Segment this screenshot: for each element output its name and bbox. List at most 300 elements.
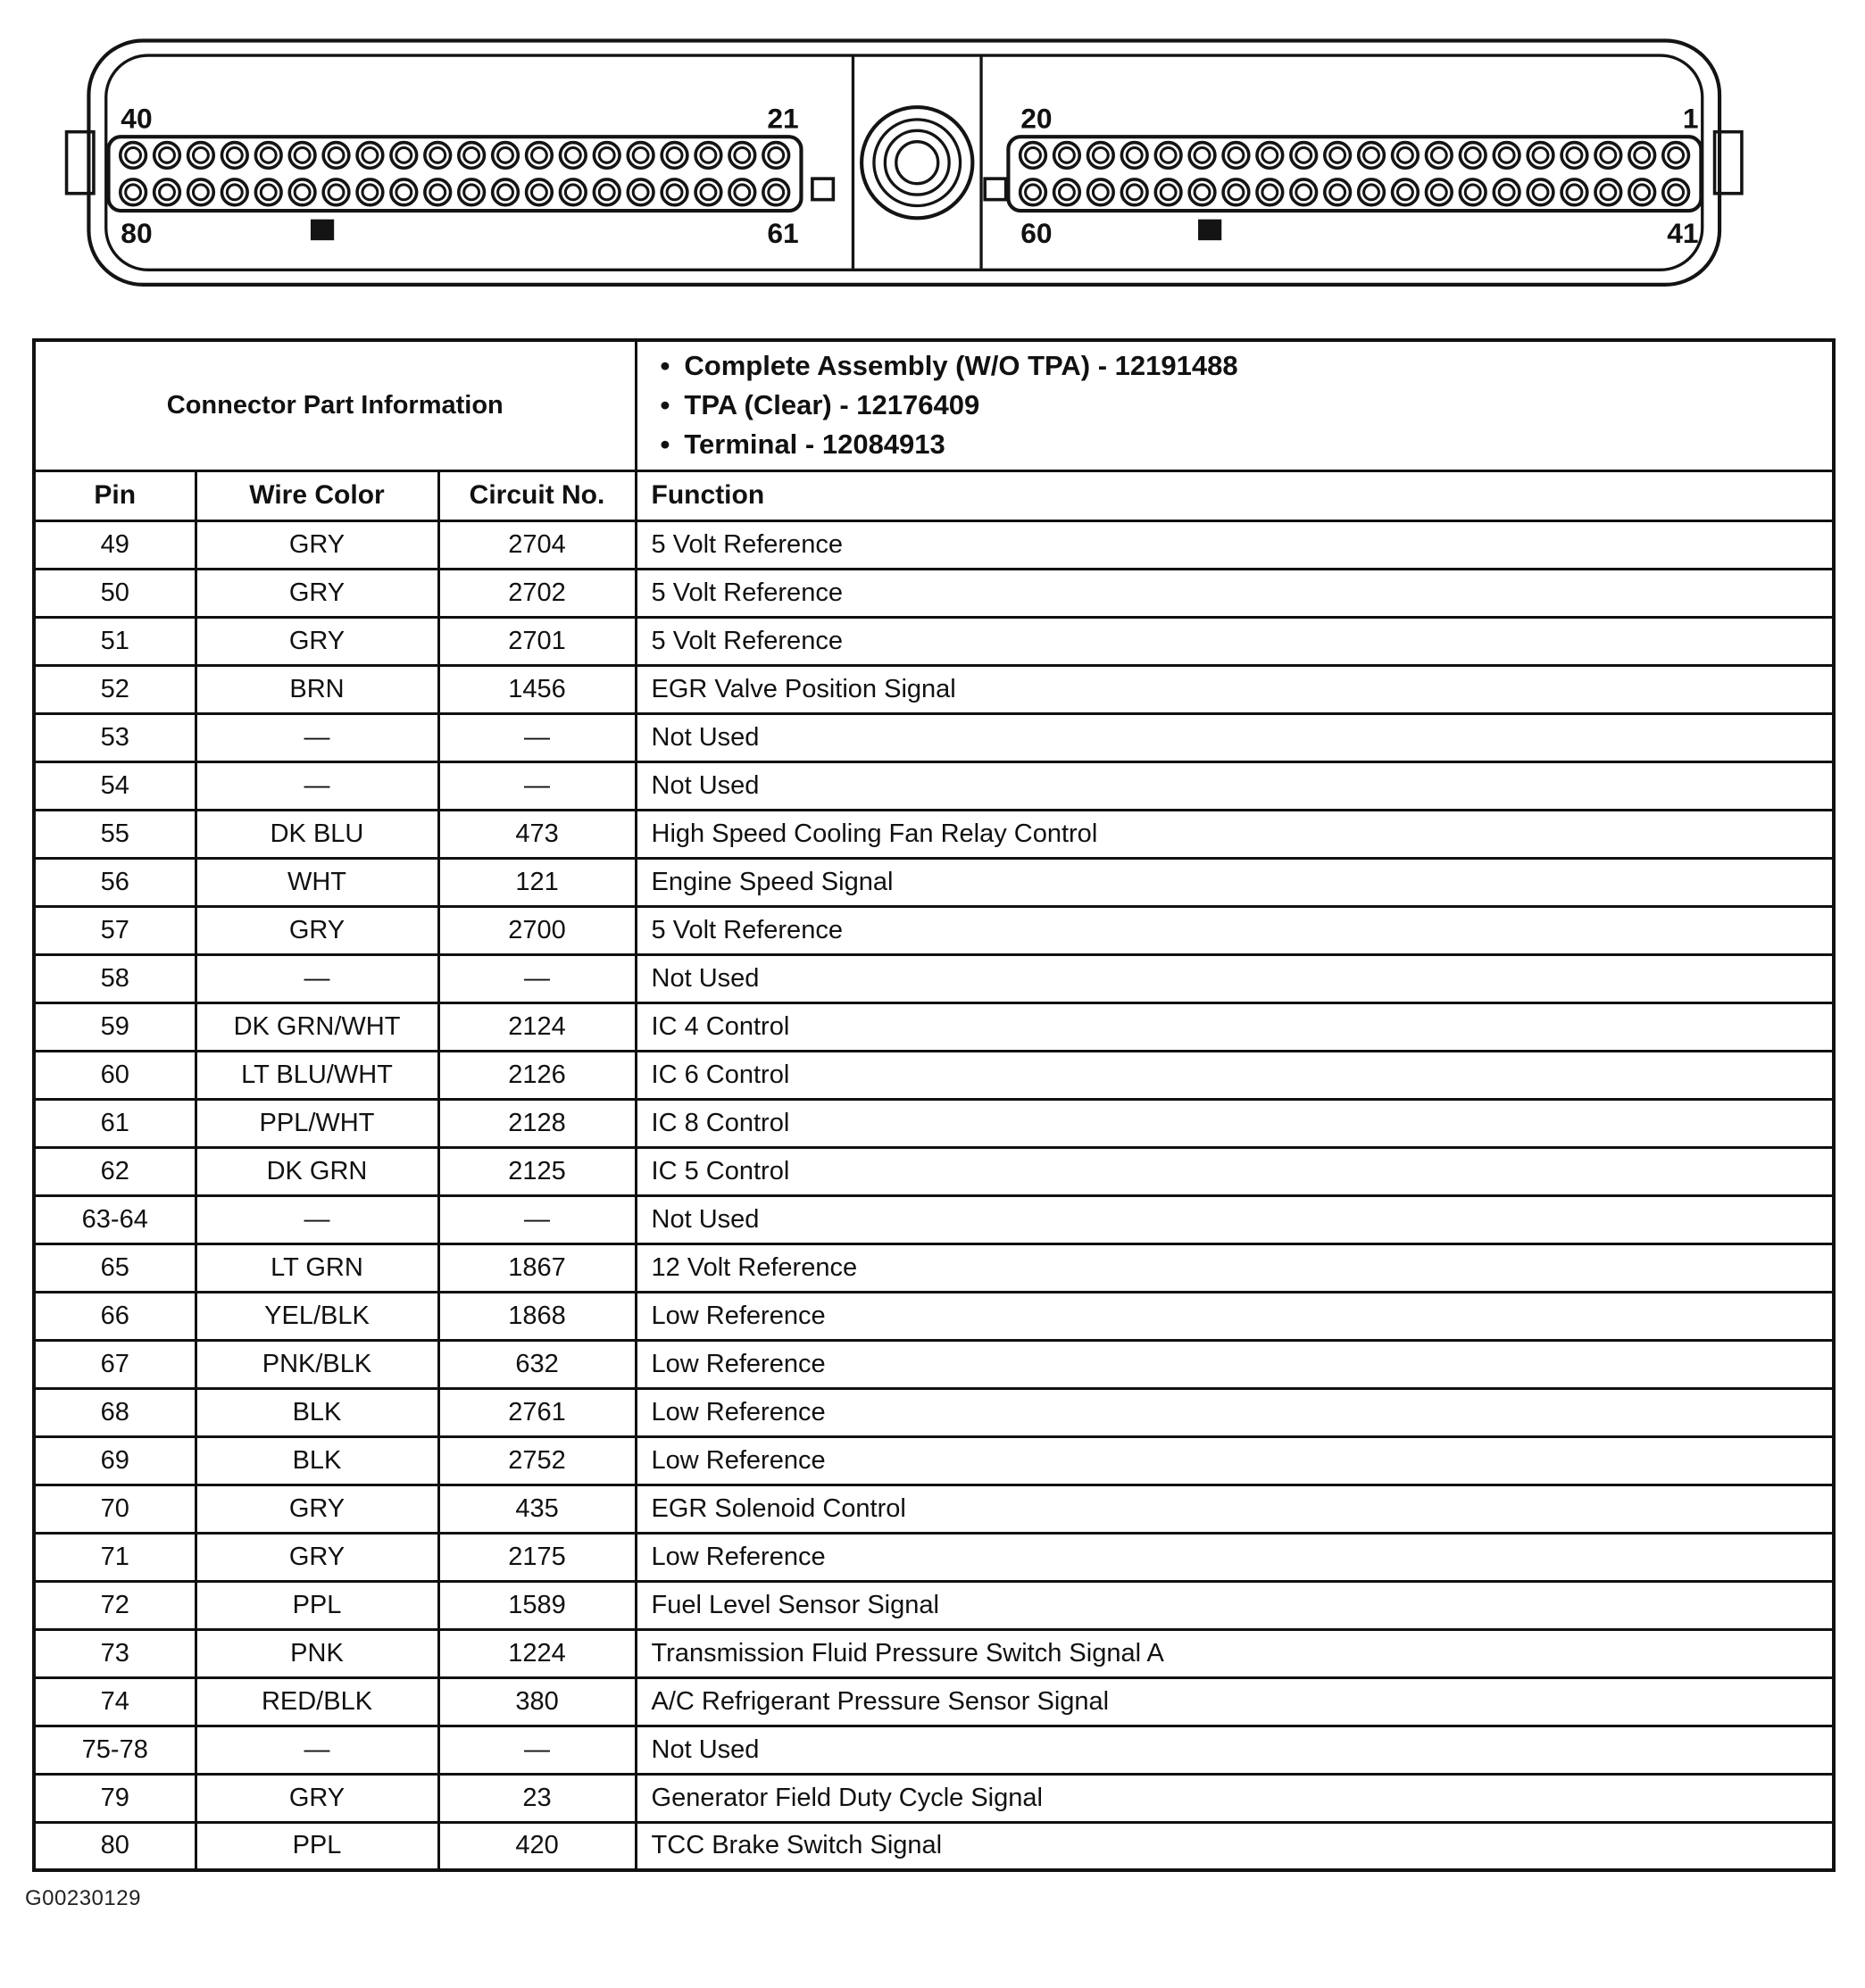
pin-socket [1330,185,1345,200]
pin-socket [1228,185,1244,200]
pin-socket [1093,185,1108,200]
table-row [34,1340,1834,1388]
pin-cell: 69 [34,1436,196,1485]
table-row [34,617,1834,665]
table-row [34,858,1834,906]
pin-socket [295,185,310,200]
pin-socket [1595,179,1621,205]
pin-socket [1161,185,1176,200]
pinout-table [32,338,1836,1872]
column-header-pin: Pin [34,470,196,520]
circuit-no-cell: 2700 [438,906,636,954]
pin-cell: 75-78 [34,1726,196,1774]
function-cell: TCC Brake Switch Signal [636,1822,1834,1870]
pin-socket [667,147,682,162]
pin-socket [221,179,247,205]
pin-socket [1601,185,1616,200]
pin-number-label-1: 1 [1682,102,1699,135]
wire-color-cell: DK BLU [196,810,438,858]
table-row [34,906,1834,954]
pin-socket [362,147,378,162]
pin-socket [1060,185,1075,200]
left-latch-square [812,179,833,199]
pin-socket [1054,143,1080,169]
circuit-no-cell: 1868 [438,1292,636,1340]
pin-socket [289,143,315,169]
function-cell: Not Used [636,1726,1834,1774]
table-row [34,1822,1834,1870]
pin-socket [160,147,175,162]
pin-socket [1460,179,1486,205]
table-row [34,761,1834,810]
wire-color-cell: PPL/WHT [196,1099,438,1147]
wire-color-cell: GRY [196,617,438,665]
pin-cell: 70 [34,1485,196,1533]
pin-socket [193,185,208,200]
pin-socket [701,147,716,162]
pin-socket [527,179,553,205]
wire-color-cell: DK GRN/WHT [196,1002,438,1051]
circuit-no-cell: — [438,761,636,810]
wire-color-cell: PPL [196,1822,438,1870]
pin-socket [1127,185,1142,200]
pin-socket [425,143,451,169]
pin-socket [662,179,687,205]
pin-socket [560,179,586,205]
circuit-no-cell: 2702 [438,569,636,617]
wire-color-cell: GRY [196,520,438,569]
function-cell: 5 Volt Reference [636,520,1834,569]
pin-socket [154,179,180,205]
function-cell: IC 5 Control [636,1147,1834,1195]
left-keying-mark [311,220,334,240]
function-cell: Low Reference [636,1533,1834,1581]
table-row [34,1099,1834,1147]
pin-socket [1291,143,1317,169]
table-row [34,520,1834,569]
wire-color-cell: PNK/BLK [196,1340,438,1388]
pin-socket [1629,179,1655,205]
pin-socket [1499,147,1514,162]
pin-socket [1087,143,1113,169]
pin-socket [1060,147,1075,162]
table-row [34,665,1834,713]
pin-socket [1426,179,1452,205]
pin-socket [1398,185,1413,200]
pin-socket [565,147,580,162]
pin-socket [1364,185,1379,200]
left-bank-pins [121,143,789,205]
table-row [34,1244,1834,1292]
table-row [34,1292,1834,1340]
table-row [34,1051,1834,1099]
table-row [34,1629,1834,1677]
pin-number-label-60: 60 [1020,216,1053,249]
function-cell: A/C Refrigerant Pressure Sensor Signal [636,1677,1834,1726]
pin-socket [255,143,281,169]
pin-socket [1635,185,1650,200]
function-cell: Low Reference [636,1292,1834,1340]
pin-socket [430,147,445,162]
circuit-no-cell: 23 [438,1774,636,1822]
circuit-no-cell: 2761 [438,1388,636,1436]
pin-socket [628,143,654,169]
pin-cell: 79 [34,1774,196,1822]
circuit-no-cell: — [438,713,636,761]
circuit-no-cell: 380 [438,1677,636,1726]
pin-cell: 65 [34,1244,196,1292]
pin-socket [769,147,784,162]
function-cell: Not Used [636,713,1834,761]
pin-socket [391,143,417,169]
pin-socket [729,143,755,169]
pin-socket [1567,147,1582,162]
pin-socket [221,143,247,169]
part-info-title: Connector Part Information [34,340,636,470]
function-cell: Low Reference [636,1340,1834,1388]
pin-socket [1460,143,1486,169]
wire-color-cell: PNK [196,1629,438,1677]
wire-color-cell: GRY [196,1485,438,1533]
circuit-no-cell: 2125 [438,1147,636,1195]
circuit-no-cell: 1456 [438,665,636,713]
pin-socket [464,147,479,162]
pin-socket [1595,143,1621,169]
pin-socket [1121,143,1147,169]
pin-socket [1629,143,1655,169]
pin-socket [498,185,513,200]
table-row [34,569,1834,617]
wire-color-cell: LT BLU/WHT [196,1051,438,1099]
table-row [34,1726,1834,1774]
pin-cell: 73 [34,1629,196,1677]
pin-socket [1121,179,1147,205]
pin-cell: 72 [34,1581,196,1629]
pin-socket [1296,147,1311,162]
function-cell: 5 Volt Reference [636,906,1834,954]
pin-socket [1189,179,1215,205]
pin-socket [594,179,620,205]
pin-cell: 74 [34,1677,196,1726]
pin-socket [255,179,281,205]
pin-socket [261,147,276,162]
circuit-no-cell: 2175 [438,1533,636,1581]
pin-socket [289,179,315,205]
function-cell: Generator Field Duty Cycle Signal [636,1774,1834,1822]
pin-socket [329,185,344,200]
pin-socket [188,179,214,205]
pin-socket [560,143,586,169]
wire-color-cell: WHT [196,858,438,906]
pin-socket [459,143,485,169]
function-cell: Not Used [636,954,1834,1002]
pin-socket [1161,147,1176,162]
pin-socket [1426,143,1452,169]
table-row [34,1436,1834,1485]
function-cell: Transmission Fluid Pressure Switch Signal A [636,1629,1834,1677]
pin-socket [160,185,175,200]
right-bank-pins [1020,143,1689,205]
circuit-no-cell: 632 [438,1340,636,1388]
function-cell: Engine Speed Signal [636,858,1834,906]
figure-id: G00230129 [25,1886,141,1910]
pin-socket [1330,147,1345,162]
pin-socket [323,143,349,169]
wire-color-cell: GRY [196,906,438,954]
pin-socket [396,147,412,162]
pin-socket [1262,185,1278,200]
pin-socket [357,143,383,169]
pin-socket [493,143,519,169]
pin-socket [391,179,417,205]
pin-socket [1054,179,1080,205]
pin-socket [498,147,513,162]
wire-color-cell: PPL [196,1581,438,1629]
circuit-no-cell: 420 [438,1822,636,1870]
pin-cell: 51 [34,617,196,665]
pin-socket [1020,143,1046,169]
pin-socket [527,143,553,169]
wire-color-cell: LT GRN [196,1244,438,1292]
pin-socket [662,143,687,169]
pin-socket [154,143,180,169]
pin-socket [594,143,620,169]
pin-socket [1195,185,1210,200]
pin-socket [565,185,580,200]
column-header-function: Function [636,470,1834,520]
pin-socket [1669,185,1684,200]
pin-socket [459,179,485,205]
wire-color-cell: — [196,1726,438,1774]
pin-socket [1359,179,1385,205]
column-header-row [34,470,1834,520]
pin-socket [599,147,614,162]
function-cell: IC 6 Control [636,1051,1834,1099]
pin-number-label-80: 80 [121,216,153,249]
circuit-no-cell: 121 [438,858,636,906]
pin-socket [1663,143,1689,169]
function-cell: 5 Volt Reference [636,569,1834,617]
pin-socket [729,179,755,205]
pin-cell: 80 [34,1822,196,1870]
wire-color-cell: — [196,954,438,1002]
pin-socket [1533,147,1548,162]
pin-socket [188,143,214,169]
pin-cell: 60 [34,1051,196,1099]
pin-socket [1189,143,1215,169]
table-row [34,1195,1834,1244]
part-info-item: • TPA (Clear) - 12176409 [661,386,1833,425]
pin-socket [464,185,479,200]
pin-socket [1635,147,1650,162]
page [0,23,1865,1911]
pin-number-label-40: 40 [121,102,153,135]
wire-color-cell: BRN [196,665,438,713]
circuit-no-cell: — [438,1726,636,1774]
pin-socket [1228,147,1244,162]
part-info-row [34,340,1834,470]
table-row [34,1147,1834,1195]
pin-socket [1325,143,1351,169]
pin-socket [1393,179,1419,205]
connector-drawing [0,23,1865,301]
right-keying-mark [1198,220,1221,240]
pin-socket [531,185,546,200]
pin-cell: 58 [34,954,196,1002]
pin-socket [430,185,445,200]
wire-color-cell: GRY [196,569,438,617]
pin-socket [1257,179,1283,205]
circuit-no-cell: 2701 [438,617,636,665]
pin-socket [1325,179,1351,205]
function-cell: EGR Solenoid Control [636,1485,1834,1533]
pin-socket [735,147,750,162]
pin-socket [1465,147,1480,162]
circuit-no-cell: 1589 [438,1581,636,1629]
pin-cell: 67 [34,1340,196,1388]
pin-cell: 56 [34,858,196,906]
table-row [34,1581,1834,1629]
pin-socket [1494,179,1519,205]
pin-socket [1026,147,1041,162]
wire-color-cell: RED/BLK [196,1677,438,1726]
pin-socket [1398,147,1413,162]
pin-cell: 55 [34,810,196,858]
pin-socket [1528,143,1553,169]
wire-color-cell: DK GRN [196,1147,438,1195]
pin-socket [1561,143,1587,169]
pin-socket [1257,143,1283,169]
pin-socket [1601,147,1616,162]
connector-diagram [0,23,1865,301]
pin-socket [1026,185,1041,200]
part-info-item: • Complete Assembly (W/O TPA) - 12191488 [661,346,1833,386]
function-cell: EGR Valve Position Signal [636,665,1834,713]
pin-cell: 57 [34,906,196,954]
function-cell: Not Used [636,1195,1834,1244]
pin-socket [1499,185,1514,200]
pin-socket [329,147,344,162]
circuit-no-cell: 1867 [438,1244,636,1292]
pin-cell: 52 [34,665,196,713]
part-info-items [636,340,1834,470]
pin-socket [126,147,141,162]
pin-number-label-61: 61 [767,216,799,249]
pin-socket [1494,143,1519,169]
function-cell: IC 4 Control [636,1002,1834,1051]
circuit-no-cell: 435 [438,1485,636,1533]
pin-socket [1155,179,1181,205]
function-cell: 5 Volt Reference [636,617,1834,665]
pin-socket [1465,185,1480,200]
wire-color-cell: — [196,713,438,761]
pin-socket [295,147,310,162]
pin-cell: 71 [34,1533,196,1581]
pin-cell: 50 [34,569,196,617]
pin-socket [1359,143,1385,169]
pin-socket [121,143,146,169]
pin-socket [1533,185,1548,200]
circuit-no-cell: 2124 [438,1002,636,1051]
pin-socket [1431,185,1446,200]
pin-cell: 53 [34,713,196,761]
pin-cell: 59 [34,1002,196,1051]
pin-socket [667,185,682,200]
pin-cell: 61 [34,1099,196,1147]
pin-socket [493,179,519,205]
pin-socket [362,185,378,200]
pin-socket [126,185,141,200]
column-header-circuit-no: Circuit No. [438,470,636,520]
pin-socket [1528,179,1553,205]
table-row [34,1774,1834,1822]
table-row [34,713,1834,761]
pinout-table-body [34,520,1834,1870]
table-row [34,810,1834,858]
table-row [34,1388,1834,1436]
pin-socket [193,147,208,162]
pin-socket [1195,147,1210,162]
pin-socket [1561,179,1587,205]
pin-socket [357,179,383,205]
function-cell: Low Reference [636,1388,1834,1436]
circuit-no-cell: 2704 [438,520,636,569]
pin-cell: 63-64 [34,1195,196,1244]
pin-socket [769,185,784,200]
pin-socket [1431,147,1446,162]
part-info-list [661,346,1833,464]
pin-socket [701,185,716,200]
right-latch-square [985,179,1005,199]
function-cell: High Speed Cooling Fan Relay Control [636,810,1834,858]
pin-socket [1393,143,1419,169]
pin-socket [425,179,451,205]
pin-socket [1020,179,1046,205]
table-row [34,954,1834,1002]
pin-number-label-41: 41 [1667,216,1699,249]
table-row [34,1485,1834,1533]
pin-socket [1567,185,1582,200]
pin-socket [1262,147,1278,162]
wire-color-cell: BLK [196,1388,438,1436]
pin-socket [1087,179,1113,205]
table-row [34,1533,1834,1581]
circuit-no-cell: — [438,1195,636,1244]
wire-color-cell: GRY [196,1774,438,1822]
circuit-no-cell: 2128 [438,1099,636,1147]
function-cell: 12 Volt Reference [636,1244,1834,1292]
function-cell: IC 8 Control [636,1099,1834,1147]
pin-socket [531,147,546,162]
pin-socket [695,143,721,169]
pin-socket [628,179,654,205]
pin-socket [1155,143,1181,169]
pin-socket [227,147,242,162]
pin-socket [1093,147,1108,162]
pin-cell: 68 [34,1388,196,1436]
pin-socket [396,185,412,200]
pin-socket [1223,179,1249,205]
pin-socket [599,185,614,200]
pin-socket [1127,147,1142,162]
column-header-wire-color: Wire Color [196,470,438,520]
pin-socket [763,143,789,169]
circuit-no-cell: 2126 [438,1051,636,1099]
pin-socket [633,185,648,200]
circuit-no-cell: 473 [438,810,636,858]
pin-socket [1669,147,1684,162]
circuit-no-cell: — [438,954,636,1002]
